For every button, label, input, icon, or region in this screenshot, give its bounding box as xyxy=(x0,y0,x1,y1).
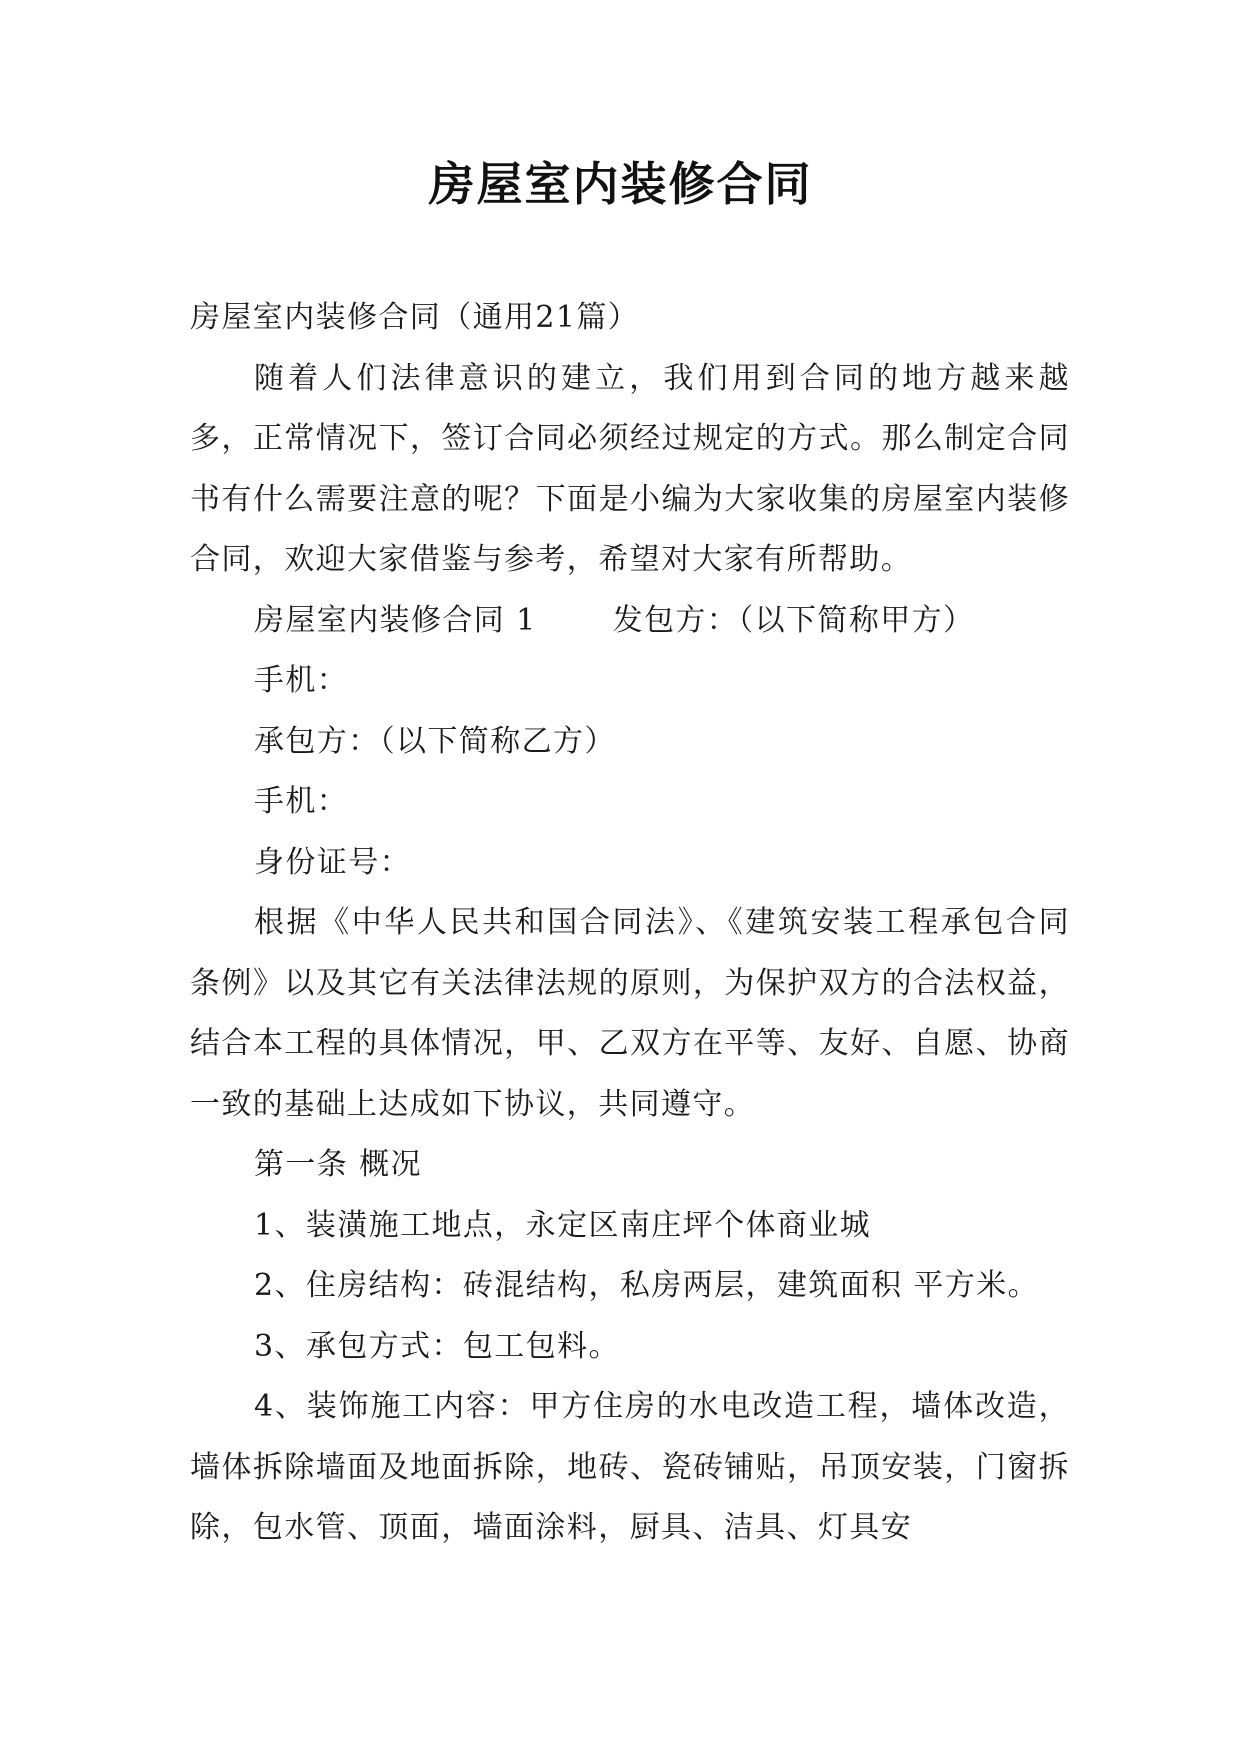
intro-paragraph: 随着人们法律意识的建立，我们用到合同的地方越来越多，正常情况下，签订合同必须经过规定的方式。那么制定合同书有什么需要注意的呢？下面是小编为大家收集的房屋室内装修合同，欢迎大家借鉴与参考，希望对大家有所帮助。 xyxy=(190,360,1070,577)
document-title: 房屋室内装修合同 xyxy=(428,157,813,211)
document-subtitle: 房屋室内装修合同（通用21篇） xyxy=(190,300,640,335)
section-heading: 房屋室内装修合同 1 xyxy=(254,602,537,638)
party-a-line: 发包方：（以下简称甲方） xyxy=(612,602,975,638)
phone-a-line: 手机： xyxy=(254,663,349,698)
list-item: 4、装饰施工内容：甲方住房的水电改造工程，墙体改造，墙体拆除墙面及地面拆除，地砖、瓷砖铺贴，吊顶安装，门窗拆除，包水管、顶面，墙面涂料，厨具、洁具、灯具安 xyxy=(190,1389,1070,1545)
section-heading-line xyxy=(190,591,1070,652)
list-item: 1、装潢施工地点，永定区南庄坪个体商业城 xyxy=(254,1207,872,1243)
article-heading: 第一条 概况 xyxy=(254,1147,422,1182)
party-b-line: 承包方：（以下简称乙方） xyxy=(254,723,616,759)
list-item: 2、住房结构：砖混结构，私房两层，建筑面积 平方米。 xyxy=(254,1268,1040,1303)
phone-b-line: 手机： xyxy=(254,784,349,819)
list-item: 3、承包方式：包工包料。 xyxy=(254,1328,620,1364)
document-body xyxy=(190,288,1070,1559)
id-number-line: 身份证号： xyxy=(254,844,411,880)
preamble-paragraph: 根据《中华人民共和国合同法》、《建筑安装工程承包合同条例》以及其它有关法律法规的原则，为保护双方的合法权益，结合本工程的具体情况，甲、乙双方在平等、友好、自愿、协商一致的基础上达成如下协议，共同遵守。 xyxy=(190,905,1070,1122)
